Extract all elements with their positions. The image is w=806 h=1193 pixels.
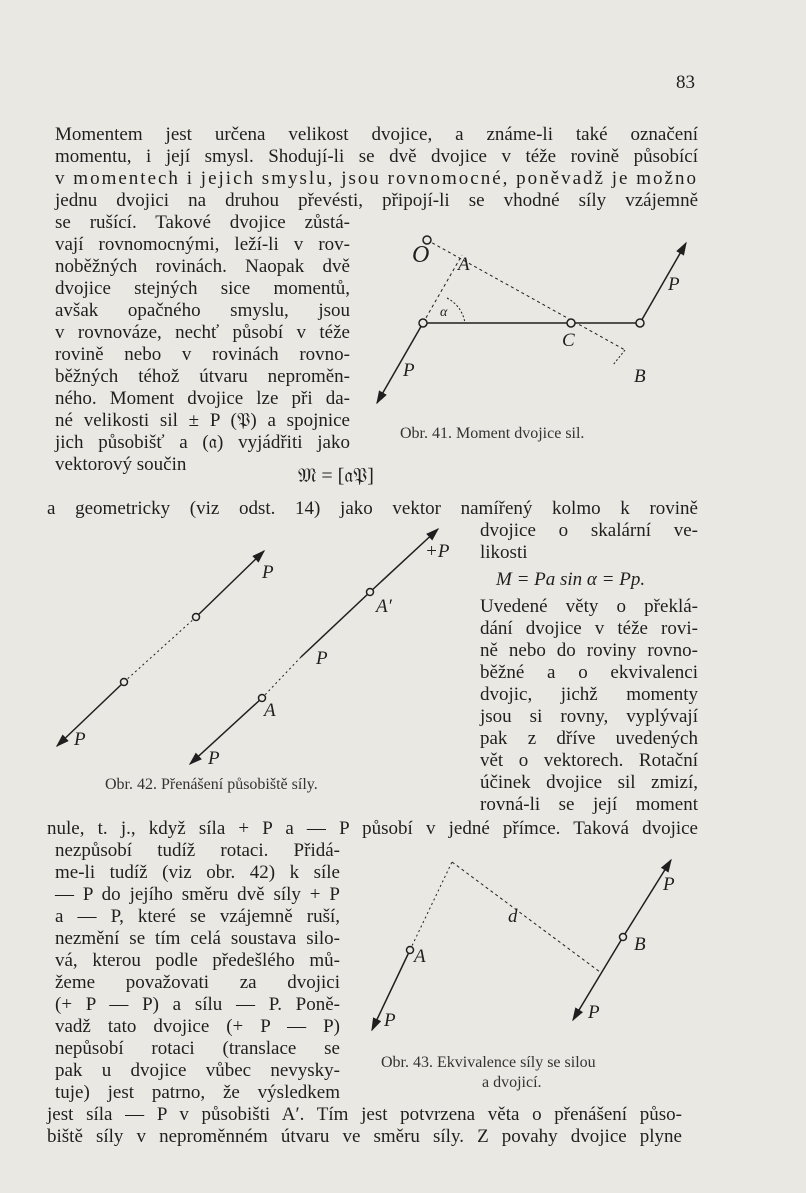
text-line: jsou si rovny, vyplývají [480, 706, 698, 727]
page-number: 83 [676, 72, 695, 93]
label-c: C [562, 330, 575, 351]
label-o: O [412, 242, 430, 268]
force-plus-p [623, 860, 671, 937]
line-a-up [410, 862, 452, 950]
text-line: běžných téhož útvaru neproměn- [55, 366, 350, 387]
label-b: B [634, 934, 646, 955]
text-line: běžné a o ekvivalenci [480, 662, 698, 683]
text-line: Uvedené věty o překlá- [480, 596, 698, 617]
text-line: nule, t. j., když síla + P a — P působí v jedné přímce. Taková dvojice [47, 818, 698, 839]
text-line: nepůsobí rotaci (translace se [55, 1038, 340, 1059]
label-minus-p: P [316, 648, 328, 669]
label-alpha: α [440, 305, 448, 320]
text-line: ného. Moment dvojice lze při da- [55, 388, 350, 409]
label-a-prime: A′ [376, 596, 392, 617]
text-line: dání dvojice v téže rovi- [480, 618, 698, 639]
text-line: žeme považovati za dvojici [55, 972, 340, 993]
figure-43-caption: a dvojicí. [482, 1074, 542, 1091]
text-line: dvojice stejných sice momentů, [55, 278, 350, 299]
text-line: vá, kterou podle předešlého mů- [55, 950, 340, 971]
label-p: P [588, 1002, 600, 1023]
label-p-plus: P [668, 274, 680, 295]
equation: 𝔐 = [𝔞𝔓] [298, 465, 374, 487]
text-line: v rovnováze, nechť působí v téže [55, 322, 350, 343]
point-a [407, 947, 414, 954]
text-line: účinek dvojice sil zmizí, [480, 772, 698, 793]
label-d: d [508, 906, 518, 927]
text-line: noběžných rovinách. Naopak dvě [55, 256, 350, 277]
label-a: A [458, 254, 470, 275]
text-line: dvojic, jichž momenty [480, 684, 698, 705]
figure-41-caption: Obr. 41. Moment dvojice sil. [400, 425, 585, 442]
text-line: avšak opačného smyslu, jsou [55, 300, 350, 321]
text-line: ně nebo do roviny rovno- [480, 640, 698, 661]
text-line: jest síla — P v působišti A′. Tím jest potvrzena věta o přenášení půso- [47, 1104, 682, 1125]
text-line: pak u dvojice vůbec nevysky- [55, 1060, 340, 1081]
text-line: vadž tato dvojice (+ P — P) [55, 1016, 340, 1037]
text-line: vají rovnomocnými, leží-li v rov- [55, 234, 350, 255]
point-b [620, 934, 627, 941]
label-a: A [414, 946, 426, 967]
text-line: Momentem jest určena velikost dvojice, a známe-li také označení [55, 124, 698, 145]
text-line: se rušící. Takové dvojice zůstá- [55, 212, 350, 233]
text-line: me-li tudíž (viz obr. 42) k síle [55, 862, 340, 883]
label-p: P [663, 874, 675, 895]
text-line: likosti [480, 542, 528, 563]
figure-43-caption: Obr. 43. Ekvivalence síly se silou [381, 1054, 596, 1071]
text-line: v momentech i jejich smyslu, jsou rovnomocné, poněvadž je možno [55, 168, 698, 189]
label-plus-p: +P [425, 541, 450, 562]
text-line: a — P, které se vzájemně ruší, [55, 906, 340, 927]
figure-42-caption: Obr. 42. Přenášení působiště síly. [105, 776, 318, 793]
text-line: rovná-li se její moment [480, 794, 698, 815]
text-line: nezpůsobí tudíž rotaci. Přidá- [55, 840, 340, 861]
text-line: vět o vektorech. Rotační [480, 750, 698, 771]
distance-d [452, 862, 600, 972]
equation: M = Pa sin α = Pp. [496, 569, 646, 590]
text-line: tuje) jest patrno, že výsledkem [55, 1082, 340, 1103]
text-line: biště síly v neproměnném útvaru ve směru síly. Z povahy dvojice plyne [47, 1126, 682, 1147]
label-p: P [384, 1010, 396, 1031]
text-line: vektorový součin [55, 454, 187, 475]
text-line: (+ P — P) a sílu — P. Poně- [55, 994, 340, 1015]
text-line: rovině nebo v rovinách rovno- [55, 344, 350, 365]
text-line: — P do jejího směru dvě síly + P [55, 884, 340, 905]
label-p-minus: P [403, 360, 415, 381]
label-p: P [208, 748, 220, 769]
text-line: pak z dříve uvedených [480, 728, 698, 749]
label-a: A [264, 700, 276, 721]
text-line: nezmění se tím celá soustava silo- [55, 928, 340, 949]
text-line: dvojice o skalární ve- [480, 520, 698, 541]
text-line: né velikosti sil ± P (𝔓) a spojnice [55, 410, 350, 431]
text-line: jich působišť a (𝔞) vyjádřiti jako [55, 432, 350, 453]
text-line: a geometricky (viz odst. 14) jako vektor namířený kolmo k rovině [47, 498, 698, 519]
text-line: momentu, i její smysl. Shodují-li se dvě dvojice v téže rovině působící [55, 146, 698, 167]
label-p: P [74, 729, 86, 750]
text-line: jednu dvojici na druhou převésti, připojí-li se vhodné síly vzájemně [55, 190, 698, 211]
label-p: P [262, 562, 274, 583]
label-b: B [634, 366, 646, 387]
